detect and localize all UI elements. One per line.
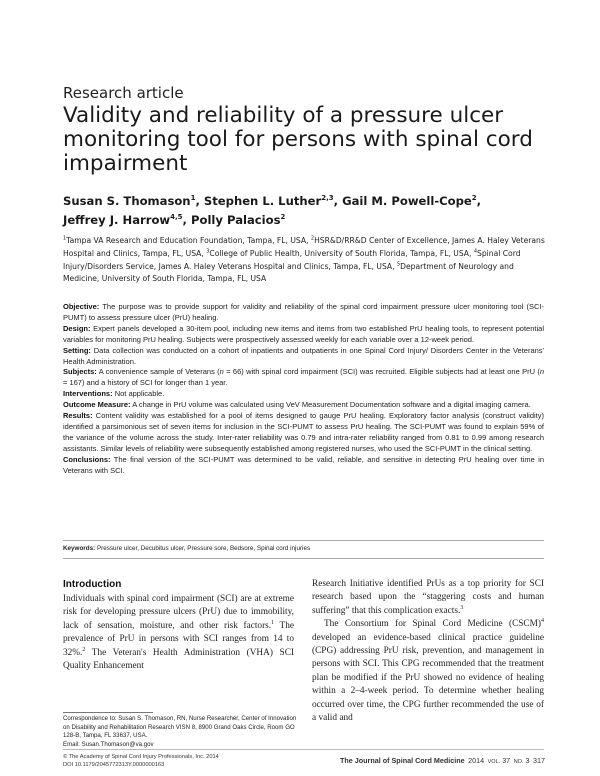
abstract-subjects [63, 367, 544, 389]
abstract [63, 302, 544, 477]
abstract-label: Design: [63, 323, 91, 333]
article-title: Validity and reliability of a pressure ulcer monitoring tool for persons with spinal cord impairment [63, 103, 533, 176]
abstract-text: The final version of the SCI-PUMT was determined to be valid, reliable, and sensitive in detecting PrU healing over time in Veterans with SCI. [63, 454, 544, 475]
body-column-left [63, 578, 294, 673]
affiliations [63, 235, 549, 286]
author-name: Gail M. Powell-Cope [342, 194, 472, 208]
abstract-label: Conclusions: [63, 454, 111, 464]
abstract-outcome [63, 400, 544, 411]
abstract-text: Content validity was established for a pool of items designed to gauge PrU healing. Exploratory factor analysis (construct validity) identified a parsimonious set of seven items for inclusion in the SCI-PUMT to assess PrU healing. The SCI-PUMT was found to explain 59% of the variance of the volume across the study. Inter-rater reliability was 0.79 and intra-rater reliability ranged from 0.81 to 0.99 among research assistants. Similar levels of reliability were subsequently established among registered nurses, who used the SCI-PUMT in the clinical setting. [63, 411, 544, 453]
author-separator: , [182, 213, 191, 227]
correspondence [63, 715, 303, 749]
footer-issue [514, 756, 530, 765]
author-name: Polly Palacios [191, 213, 281, 227]
abstract-interventions [63, 389, 544, 400]
affil-text: Department of Neurology and Medicine, University of South Florida, Tampa, FL, USA [63, 261, 514, 284]
author-affil-sup: 4,5 [170, 213, 183, 222]
correspondence-text: Correspondence to: Susan S. Thomason, RN, Nurse Researcher, Center of Innovation on Disability and Rehabilitation Research VISN 8, 8900 Grand Oaks Circle, Room GO 128-B, Tampa, FL 33637, USA. [63, 715, 297, 740]
footer-copyright: © The Academy of Spinal Cord Injury Professionals, Inc. 2014 [63, 754, 219, 760]
body-text: developed an evidence-based clinical practice guideline (CPG) addressing PrU risk, prevention, and management in persons with SCI. This CPG recommended that the treatment plan be modified if the PrU showed no evidence of healing within a 2–4-week period. To determine whether healing occurred over time, the CPG further recommended the use of a valid and [312, 632, 544, 724]
abstract-conclusions [63, 455, 544, 477]
author-affil-sup: 2 [471, 194, 477, 203]
keywords-divider-bottom [63, 558, 544, 559]
abstract-results [63, 411, 544, 455]
abstract-text: A change in PrU volume was calculated using VeV Measurement Documentation software and a digital imaging camera. [132, 400, 531, 410]
abstract-text: Expert panels developed a 30-item pool, including new items and items from two established PrU healing tools, to represent potential variables for monitoring PrU healing. Subjects were prospectively assessed weekly for each variable over a 12-week period. [63, 323, 544, 344]
footer-doi[interactable]: DOI 10.1179/2045772313Y.0000000163 [63, 762, 165, 768]
abstract-label: Results: [63, 411, 93, 421]
footer-page-number: 317 [533, 756, 545, 765]
abstract-text: The purpose was to provide support for validity and reliability of the spinal cord impairment pressure ulcer monitoring tool (SCI-PUMT) to assess pressure ulcer (PrU) healing. [63, 302, 544, 322]
footer-left [63, 753, 219, 769]
body-paragraph [312, 578, 544, 618]
abstract-text: Not applicable. [114, 389, 165, 399]
author-affil-sup: 1 [190, 194, 196, 203]
footer-volume [488, 756, 511, 765]
citation-ref[interactable]: 4 [541, 618, 544, 625]
affil-text: College of Public Health, University of South Florida, Tampa, FL, USA, [209, 248, 474, 258]
body-text: The prevalence of PrU in persons with SCI ranges from 14 to 32%. [63, 620, 294, 658]
footer-vol-value: 37 [502, 756, 511, 765]
body-text: Research Initiative identified PrUs as a top priority for SCI research based upon the “staggering costs and human suffering” that this complication exacts. [312, 579, 544, 616]
abstract-variable: n [219, 367, 224, 377]
citation-ref[interactable]: 2 [82, 646, 86, 653]
footer-right [340, 756, 545, 765]
abstract-design [63, 324, 544, 346]
body-text: The Consortium for Spinal Cord Medicine (CSCM) [324, 619, 541, 630]
author-name: Jeffrey J. Harrow [63, 213, 171, 227]
affil-sup: 4 [473, 248, 478, 255]
affil-sup: 5 [396, 261, 401, 268]
abstract-label: Interventions: [63, 389, 113, 399]
author-separator: , [333, 194, 343, 208]
affil-text: HSR&D/RR&D Center of Excellence, James A. Haley Veterans Hospital and Clinics, Tampa, FL, USA, [63, 236, 545, 258]
correspondence-email[interactable]: Email: Susan.Thomason@va.gov [63, 740, 154, 748]
footer-no-value: 3 [525, 756, 530, 765]
affil-sup: 3 [206, 248, 210, 255]
body-column-right [312, 578, 544, 725]
affil-text: Spinal Cord Injury/Disorders Service, James A. Haley Veterans Hospital and Clinics, Tampa, FL, USA, [63, 248, 521, 271]
author-affil-sup: 2,3 [321, 194, 334, 203]
author-list [63, 192, 543, 230]
body-text: The Veteran's Health Administration (VHA) SCI Quality Enhancement [63, 647, 294, 672]
footer-year: 2014 [468, 756, 485, 765]
author-separator: , [195, 194, 204, 208]
correspondence-divider [63, 712, 153, 713]
abstract-text: Data collection was conducted on a cohort of inpatients and outpatients in one Spinal Cord Injury/ Disorders Center in the Veterans' Health Administration. [63, 345, 544, 366]
section-heading-introduction: Introduction [63, 579, 122, 590]
author-name: Susan S. Thomason [63, 194, 191, 208]
affil-sup: 1 [63, 235, 67, 242]
citation-ref[interactable]: 1 [271, 619, 275, 626]
abstract-objective [63, 302, 544, 324]
article-type-label: Research article [63, 84, 184, 102]
abstract-text: = 167) and a history of SCI for longer than 1 year. [63, 378, 228, 388]
abstract-label: Objective: [63, 302, 100, 311]
citation-ref[interactable]: 3 [460, 604, 464, 611]
author-affil-sup: 2 [280, 213, 286, 222]
abstract-text: = 66) with spinal cord impairment (SCI) was recruited. Eligible subjects had at least one PrU ( [223, 367, 540, 377]
keywords-divider-top [63, 540, 544, 541]
abstract-variable: n [539, 367, 545, 377]
affil-sup: 2 [310, 235, 315, 242]
body-text: Individuals with spinal cord impairment (SCI) are at extreme risk for developing pressure ulcers (PrU) due to immobility, lack of sensation, moisture, and other risk factors. [63, 594, 294, 631]
keywords-text: Pressure ulcer, Decubitus ulcer, Pressure sore, Bedsore, Spinal cord injuries [96, 545, 311, 552]
keywords-label: Keywords: [63, 545, 96, 552]
abstract-text: A convenience sample of Veterans ( [98, 367, 220, 377]
abstract-label: Setting: [63, 345, 91, 355]
footer-vol-label: VOL. [487, 759, 501, 765]
footer-journal: The Journal of Spinal Cord Medicine [340, 756, 465, 765]
abstract-label: Outcome Measure: [63, 400, 131, 410]
footer-no-label: NO. [513, 759, 524, 765]
body-paragraph [312, 618, 544, 725]
abstract-setting [63, 346, 544, 368]
intro-paragraph [63, 593, 294, 673]
keywords [63, 545, 544, 552]
abstract-label: Subjects: [63, 367, 97, 377]
author-name: Stephen L. Luther [203, 194, 322, 208]
author-separator: , [476, 194, 482, 208]
affil-text: Tampa VA Research and Education Foundation, Tampa, FL, USA, [66, 236, 311, 245]
footer-divider [63, 749, 544, 750]
